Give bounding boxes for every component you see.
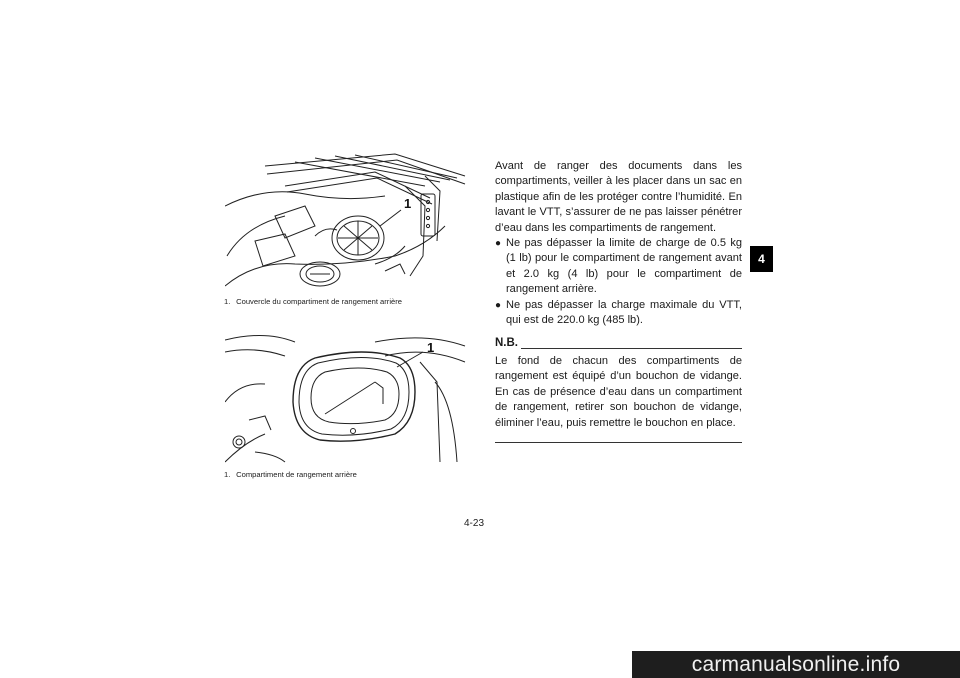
- note-rule: [521, 339, 742, 349]
- bullet-icon: ●: [495, 238, 502, 250]
- body-text-column: [495, 159, 742, 443]
- page-number: 4-23: [464, 518, 485, 529]
- figure-2-caption: [224, 470, 357, 479]
- chapter-tab: 4: [750, 246, 773, 272]
- note-label: N.B.: [495, 337, 518, 350]
- figure-1-callout: 1: [404, 196, 412, 211]
- note-paragraph: Le fond de chacun des compartiments de rangement est équipé d’un bouchon de vidange. En cas de présence d’eau dans un compartiment de rangement, retirer son bouchon de vidange, éliminer l’eau, puis remettre le bouchon en place.: [495, 354, 742, 429]
- watermark: carmanualsonline.info: [632, 651, 960, 678]
- figure-storage-cover: [225, 146, 470, 296]
- caption-text: Compartiment de rangement arrière: [236, 470, 357, 479]
- bullet-icon: ●: [495, 299, 502, 311]
- bullet-item: [495, 236, 742, 298]
- note-end-rule: [495, 442, 742, 443]
- caption-number: 1.: [224, 297, 231, 306]
- storage-cover-illustration: [225, 146, 470, 296]
- bullet-text: Ne pas dépasser la charge maximale du VTT, qui est de 220.0 kg (485 lb).: [506, 298, 742, 327]
- figure-2-callout: 1: [427, 340, 435, 355]
- caption-number: 1.: [224, 470, 231, 479]
- bullet-list: [495, 236, 742, 328]
- figure-1-caption: [224, 297, 402, 306]
- intro-paragraph: Avant de ranger des documents dans les compartiments, veiller à les placer dans un sac en plastique afin de les protéger contre l’humidité. En lavant le VTT, s’assurer de ne pas laisser pénétrer d’eau dans les compartiments de rangement.: [495, 160, 742, 234]
- note-heading: [495, 336, 742, 351]
- caption-text: Couvercle du compartiment de rangement arrière: [236, 297, 403, 306]
- bullet-item: [495, 298, 742, 329]
- bullet-text: Ne pas dépasser la limite de charge de 0.5 kg (1 lb) pour le compartiment de rangement avant et 2.0 kg (4 lb) pour le compartiment de rangement arrière.: [506, 237, 742, 296]
